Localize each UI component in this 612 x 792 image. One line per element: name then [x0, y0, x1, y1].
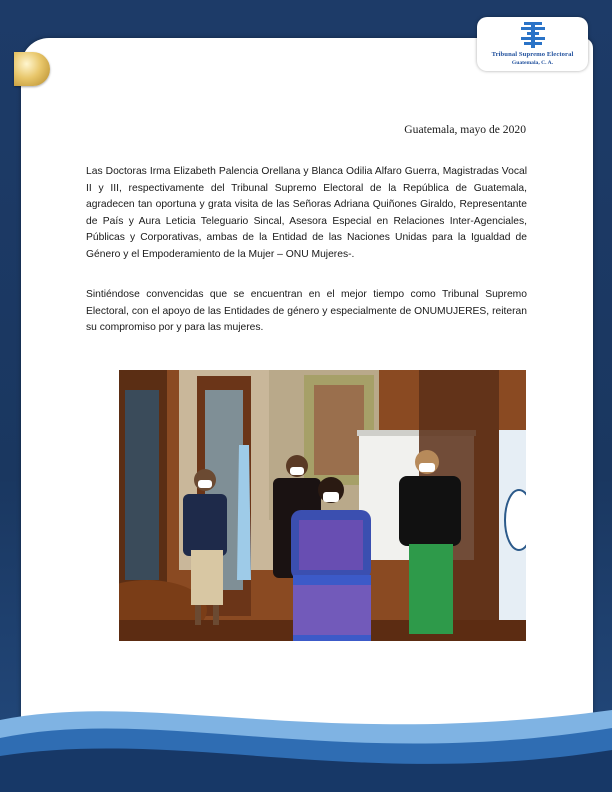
tse-emblem-icon — [518, 21, 548, 49]
footer-wave — [0, 680, 612, 792]
gold-tab-icon — [14, 52, 50, 86]
logo-subtitle: Guatemala, C. A. — [511, 60, 554, 66]
group-photo — [119, 370, 526, 641]
paragraph-2: Sintiéndose convencidas que se encuentran en el mejor tiempo como Tribunal Supremo Electoral, con el apoyo de las Entidades de género y especialmente de ONUMUJERES, reiteran su compromiso por y para las mujeres. — [86, 289, 527, 333]
logo-title: Tribunal Supremo Electoral — [491, 51, 574, 58]
tse-logo — [477, 17, 588, 71]
paragraph-1: Las Doctoras Irma Elizabeth Palencia Orellana y Blanca Odilia Alfaro Guerra, Magistradas Vocal II y III, respectivamente del Tribunal Supremo Electoral de la República de Guatemala, agradecen tan oportuna y grata visita de las Señoras Adriana Quiñones Giraldo, Representante de País y Aura Leticia Teleguario Sincal, Asesora Especial en Relaciones Inter-Agenciales, Públicas y Corporativas, ambas de la Entidad de las Naciones Unidas para la Igualdad de Género y el Empoderamiento de la Mujer – ONU Mujeres-. — [86, 166, 527, 260]
letter-date: Guatemala, mayo de 2020 — [404, 123, 526, 136]
